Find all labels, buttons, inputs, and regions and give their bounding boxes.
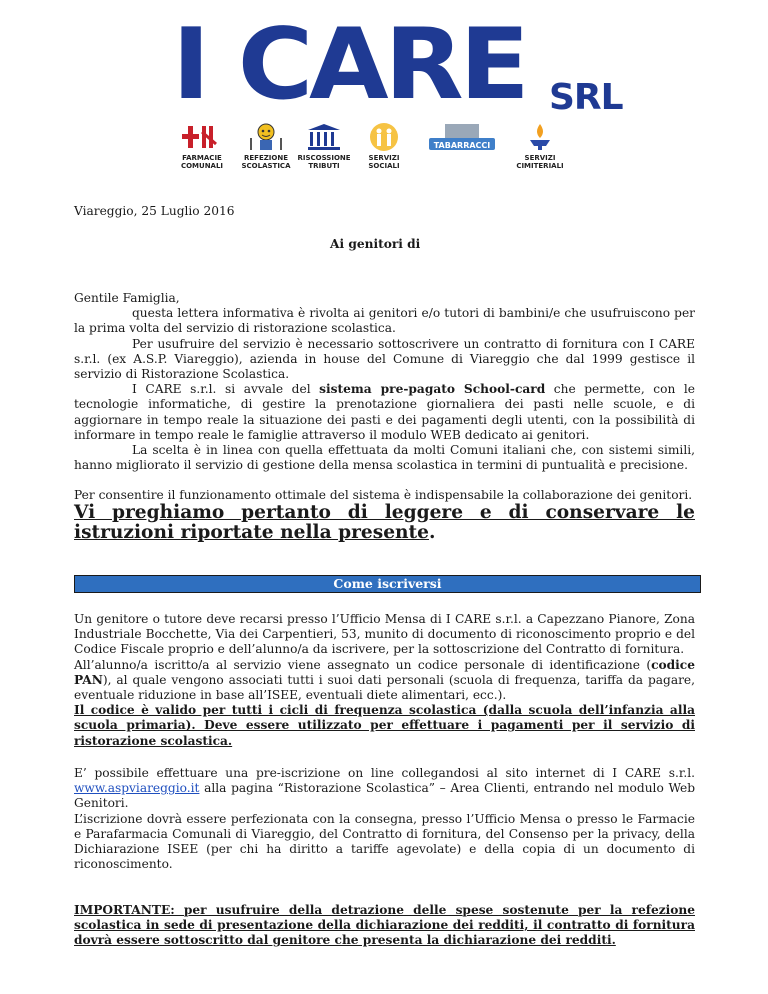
- section-paragraph-5: L’iscrizione dovrà essere perfezionata con la consegna, presso l’Ufficio Mensa o presso le Farmacie e Parafarmacia Comunali di Viareggio, del Contratto di fornitura, del Consenso per la privacy, della Dichiarazione ISEE (per chi ha diritto a tariffe agevolate) e della copia di un documento di riconoscimento.: [74, 811, 695, 872]
- school-card-text: sistema pre-pagato School-card: [319, 382, 546, 397]
- service-rsa: [422, 122, 502, 162]
- pharmacy-icon: [182, 122, 222, 152]
- logo-name: I CARE: [172, 8, 526, 122]
- section-body: [74, 612, 695, 749]
- paragraph-3: I CARE s.r.l. si avvale del sistema pre-pagato School-card che permette, con le tecnologie informatiche, di gestire la prenotazione giornaliera dei pasti nelle scuole, e di aggiornare in tempo reale la situazione dei pasti e dei pagamenti degli utenti, con la possibilità di informare in tempo reale le famiglie attraverso il modulo WEB dedicato ai genitori.: [74, 382, 695, 442]
- letter-date: Viareggio, 25 Luglio 2016: [74, 204, 235, 218]
- intro-text: [74, 291, 695, 473]
- service-label: REFEZIONE SCOLASTICA: [241, 154, 291, 170]
- service-label: RISCOSSIONE TRIBUTI: [297, 154, 351, 170]
- section-paragraph-6: IMPORTANTE: per usufruire della detrazione delle spese sostenute per la refezione scolastica in sede di presentazione della dichiarazione dei redditi, il contratto di fornitura dovrà essere sottoscritto dal genitore che presenta la dichiarazione dei redditi.: [74, 903, 695, 948]
- service-label: SERVIZI CIMITERIALI: [516, 154, 564, 170]
- logo-suffix: SRL: [549, 77, 623, 118]
- services-strip: [172, 122, 612, 177]
- paragraph-2: Per usufruire del servizio è necessario sottoscrivere un contratto di fornitura con I CARE s.r.l. (ex A.S.P. Viareggio), azienda in house del Comune di Viareggio che dal 1999 gestisce il servizio di Ristorazione Scolastica.: [74, 336, 695, 382]
- website-link[interactable]: www.aspviareggio.it: [74, 781, 200, 796]
- important-notice: Vi preghiamo pertanto di leggere e di conservare le istruzioni riportate nella presente.: [74, 502, 695, 543]
- greeting: Gentile Famiglia,: [74, 291, 180, 305]
- service-cimiteriali: [510, 122, 570, 170]
- service-farmacie: [172, 122, 232, 170]
- service-refezione: [236, 122, 296, 170]
- school-meal-icon: [246, 122, 286, 152]
- paragraph-1: questa lettera informativa è rivolta ai genitori e/o tutori di bambini/e che usufruiscono per la prima volta del servizio di ristorazione scolastica.: [74, 306, 695, 336]
- codice-pan-text: codice PAN: [74, 657, 695, 687]
- service-label: SERVIZI SOCIALI: [368, 154, 400, 170]
- section-paragraph-3: Il codice è valido per tutti i cicli di frequenza scolastica (dalla scuola dell’infanzia alla scuola primaria). Deve essere utilizzato per effettuare i pagamenti per il servizio di ristorazione scolastica.: [74, 703, 695, 748]
- icare-logo: [172, 8, 623, 130]
- importante-text: [74, 903, 695, 949]
- preiscrizione-text: [74, 766, 695, 872]
- section-paragraph-1: Un genitore o tutore deve recarsi presso l’Ufficio Mensa di I CARE s.r.l. a Capezzano Pianore, Zona Industriale Bocchette, Via dei Carpentieri, 53, munito di documento di riconoscimento proprio e del Codice Fiscale proprio e dell’alunno/a da iscrivere, per la sottoscrizione del Contratto di fornitura.: [74, 612, 695, 657]
- svg-text:TABARRACCI: TABARRACCI: [433, 141, 491, 150]
- people-icon: [364, 122, 404, 152]
- service-sociali: [354, 122, 414, 170]
- building-icon: [304, 122, 344, 152]
- section-paragraph-4: E’ possibile effettuare una pre-iscrizione on line collegandosi al sito internet di I CARE s.r.l. www.aspviareggio.it alla pagina “Ristorazione Scolastica” – Area Clienti, entrando nel modulo Web Genitori.: [74, 766, 695, 811]
- section-title: Come iscriversi: [333, 576, 442, 591]
- section-header: [74, 575, 701, 593]
- rsa-icon: [427, 122, 497, 152]
- service-tributi: [294, 122, 354, 170]
- addressee: Ai genitori di: [330, 237, 421, 251]
- paragraph-4: La scelta è in linea con quella effettuata da molti Comuni italiani che, con sistemi simili, hanno migliorato il servizio di gestione della mensa scolastica in termini di puntualità e precisione.: [74, 443, 695, 473]
- paragraph-5: Per consentire il funzionamento ottimale del sistema è indispensabile la collaborazione dei genitori.: [74, 488, 693, 502]
- section-paragraph-2: All’alunno/a iscritto/a al servizio viene assegnato un codice personale di identificazione (codice PAN), al quale vengono associati tutti i suoi dati personali (scuola di frequenza, tariffa da pagare, eventuale riduzione in base all’ISEE, eventuali diete alimentari, ecc.).: [74, 657, 695, 703]
- flame-icon: [520, 122, 560, 152]
- service-label: FARMACIE COMUNALI: [180, 154, 224, 170]
